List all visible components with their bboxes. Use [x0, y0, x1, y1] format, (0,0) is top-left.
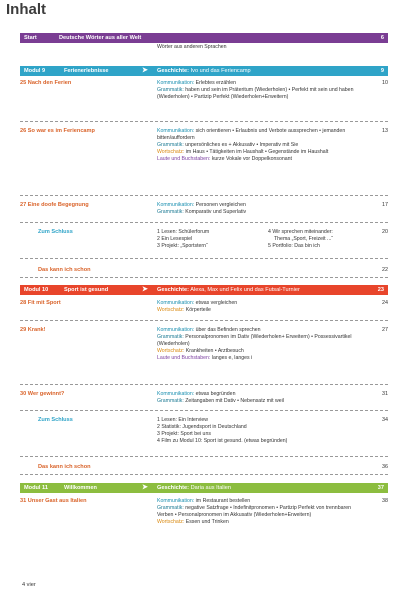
lesson-25-page: 10 [382, 80, 388, 86]
zum-schluss-9-list-b: 4 Wir sprechen miteinander: Thema „Sport, Freizeit ...“ 5 Portfolio: Das bin ich [268, 229, 334, 250]
lesson-28-page: 24 [382, 300, 388, 306]
modul11-story: Geschichte: Daria aus Italien [157, 485, 232, 491]
lesson-29-content: Kommunikation: über das Befinden sprechen Grammatik: Personalpronomen im Dativ (Wiederholen+ Erweitern) • Possessivartikel (Wiederholen) Wortschatz: Krankheiten • Arztbesuch Laute und Buchstaben: langes e, langes i [157, 327, 352, 362]
modul10-story: Geschichte: Alexa, Max und Felix und das Futsal-Turnier [157, 287, 300, 293]
zum-schluss-10-page: 34 [382, 417, 388, 423]
das-kann-ich-schon-9: Das kann ich schon [38, 267, 91, 273]
arrow-icon: ➤ [142, 67, 148, 74]
zum-schluss-9-title: Zum Schluss [38, 229, 73, 235]
lesson-29-title: 29 Krank! [20, 327, 46, 333]
modul11-label: Modul 11 [24, 485, 48, 491]
divider [20, 474, 388, 475]
zum-schluss-10-title: Zum Schluss [38, 417, 73, 423]
lesson-30-title: 30 Wer gewinnt? [20, 391, 65, 397]
lesson-30-page: 31 [382, 391, 388, 397]
start-page: 6 [380, 35, 384, 41]
divider [20, 121, 388, 122]
lesson-31-page: 38 [382, 498, 388, 504]
start-label: Start [24, 35, 37, 41]
divider [20, 258, 388, 259]
divider [20, 320, 388, 321]
lesson-31-content: Kommunikation: im Restaurant bestellen Grammatik: negative Satzfrage • Indefinitpronomen • Partizip Perfekt von trennbaren Verben • Personalpronomen im Akkusativ (Wiederholen+Erweitern) Wortschatz: Essen und Trinken [157, 498, 351, 526]
zum-schluss-9-page: 20 [382, 229, 388, 235]
modul9-title: Ferienerlebnisse [64, 68, 109, 74]
divider [20, 456, 388, 457]
modul10-page: 23 [377, 287, 384, 293]
divider [20, 384, 388, 385]
das-kann-ich-schon-10: Das kann ich schon [38, 464, 91, 470]
lesson-28-content: Kommunikation: etwas vergleichen Wortschatz: Körperteile [157, 300, 238, 314]
lesson-26-content: Kommunikation: sich orientieren • Erlaubnis und Verbote aussprechen • jemanden bitten/auffordern Grammatik: unpersönliches es + Akkusativ • Imperativ mit Sie Wortschatz: im Haus • Tätigkeiten im Haushalt • Gegenstände im Haushalt Laute und Buchstaben: kurze Vokale vor Doppelkonsonant [157, 128, 346, 163]
modul11-title: Willkommen [64, 485, 97, 491]
das-kann-ich-schon-10-page: 36 [382, 464, 388, 470]
lesson-30-content: Kommunikation: etwas begründen Grammatik: Zeitangaben mit Dativ • Nebensatz mit weil [157, 391, 284, 405]
lesson-27-title: 27 Eine doofe Begegnung [20, 202, 89, 208]
divider [20, 410, 388, 411]
start-sub: Wörter aus anderen Sprachen [157, 44, 227, 50]
footer-page-number: 4 vier [22, 582, 36, 588]
lesson-27-content: Kommunikation: Personen vergleichen Grammatik: Komparativ und Superlativ [157, 202, 247, 216]
modul11-bar [20, 483, 388, 493]
das-kann-ich-schon-9-page: 22 [382, 267, 388, 273]
lesson-28-title: 28 Fit mit Sport [20, 300, 61, 306]
modul9-page: 9 [380, 68, 384, 74]
modul10-title: Sport ist gesund [64, 287, 109, 293]
lesson-25-content: Kommunikation: Erlebtes erzählen Grammatik: haben und sein im Präteritum (Wiederholen) • Perfekt mit sein und haben (Wiederholen) • Partizip Perfekt (Wiederholen+Erweitern) [157, 80, 354, 101]
lesson-25-title: 25 Nach den Ferien [20, 80, 72, 86]
lesson-26-page: 13 [382, 128, 388, 134]
modul10-bar [20, 285, 388, 295]
divider [20, 195, 388, 196]
lesson-26-title: 26 So war es im Feriencamp [20, 128, 95, 134]
lesson-29-page: 27 [382, 327, 388, 333]
zum-schluss-9-list-a: 1 Lesen: Schülerforum 2 Ein Lesespiel 3 Projekt: „Sportstern“ [157, 229, 210, 250]
arrow-icon: ➤ [142, 484, 148, 491]
modul10-label: Modul 10 [24, 287, 49, 293]
modul9-story: Geschichte: Ivo und das Feriencamp [157, 68, 251, 74]
modul9-bar [20, 66, 388, 76]
page-title: Inhalt [6, 1, 46, 18]
divider [20, 222, 388, 223]
modul11-page: 37 [377, 485, 384, 491]
start-bar [20, 33, 388, 43]
arrow-icon: ➤ [142, 286, 148, 293]
start-title: Deutsche Wörter aus aller Welt [59, 35, 142, 41]
modul9-label: Modul 9 [24, 68, 46, 74]
lesson-27-page: 17 [382, 202, 388, 208]
divider [20, 277, 388, 278]
lesson-31-title: 31 Unser Gast aus Italien [20, 498, 87, 504]
zum-schluss-10-list: 1 Lesen: Ein Interview 2 Statistik: Jugendsport in Deutschland 3 Projekt: Sport bei uns 4 Film zu Modul 10: Sport ist gesund. (etwas begründen) [157, 417, 288, 445]
